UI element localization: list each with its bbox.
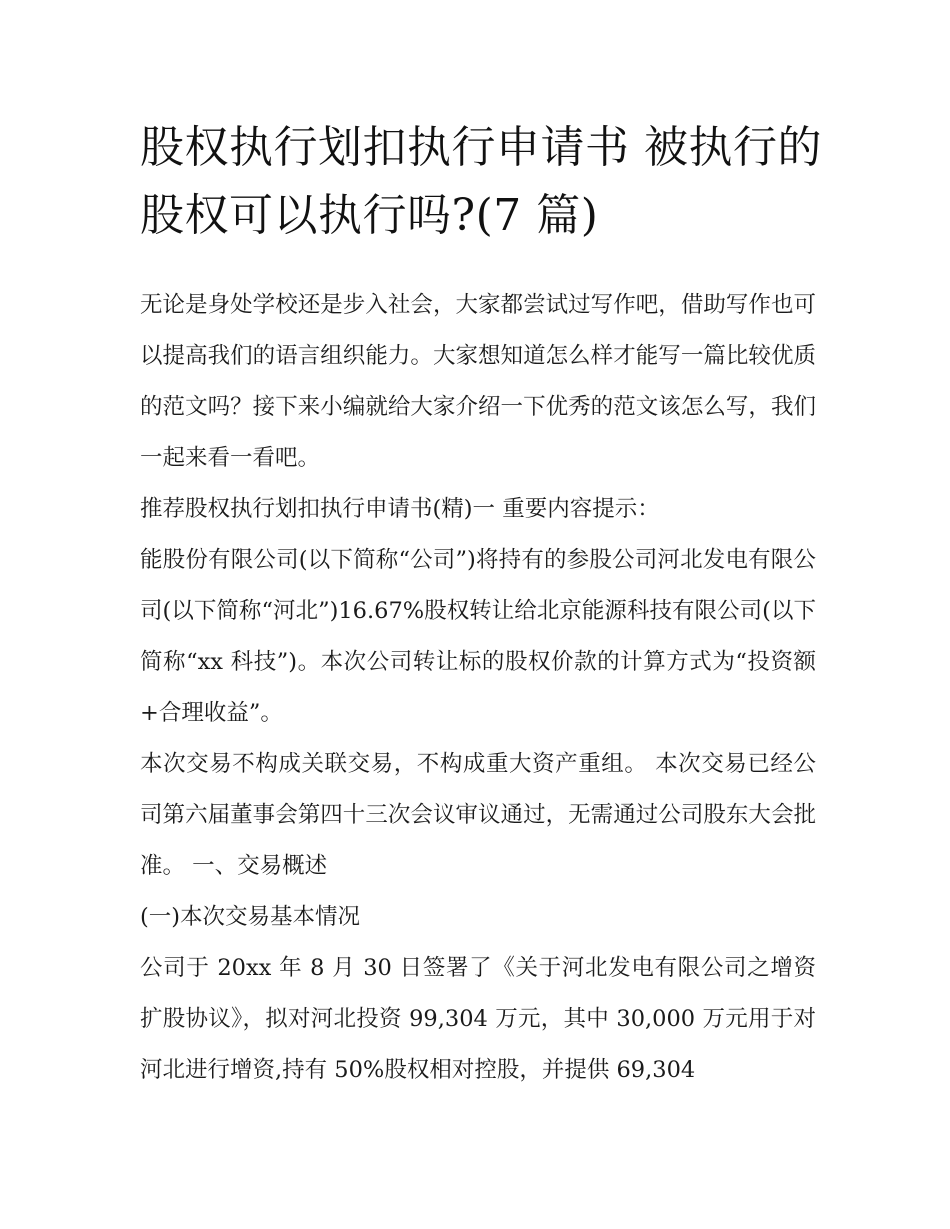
paragraph-recommendation-heading: 推荐股权执行划扣执行申请书(精)一 重要内容提示： <box>140 496 660 522</box>
paragraph-intro: 无论是身处学校还是步入社会，大家都尝试过写作吧，借助写作也可以提高我们的语言组织能力。大家想知道怎么样才能写一篇比较优质的范文吗？接下来小编就给大家介绍一下优秀的范文该怎么写，我们一起来看一看吧。 <box>140 292 816 471</box>
paragraph-agreement-details: 公司于 20xx 年 8 月 30 日签署了《关于河北发电有限公司之增资扩股协议》，拟对河北投资 99,304 万元，其中 30,000 万元用于对河北进行增资,持有 50%股权相对控股，并提供 69,304 <box>140 955 816 1083</box>
paragraph-section-heading: (一)本次交易基本情况 <box>140 904 361 930</box>
document-body <box>140 280 816 1096</box>
paragraph-equity-transfer: 能股份有限公司(以下简称“公司”)将持有的参股公司河北发电有限公司(以下简称“河北”)16.67%股权转让给北京能源科技有限公司(以下简称“xx 科技”)。本次公司转让标的股权价款的计算方式为“投资额+合理收益”。 <box>140 547 816 726</box>
paragraph-transaction-nature: 本次交易不构成关联交易，不构成重大资产重组。 本次交易已经公司第六届董事会第四十三次会议审议通过，无需通过公司股东大会批准。 一、交易概述 <box>140 751 816 879</box>
document-title: 股权执行划扣执行申请书 被执行的股权可以执行吗?(7 篇) <box>140 122 822 241</box>
